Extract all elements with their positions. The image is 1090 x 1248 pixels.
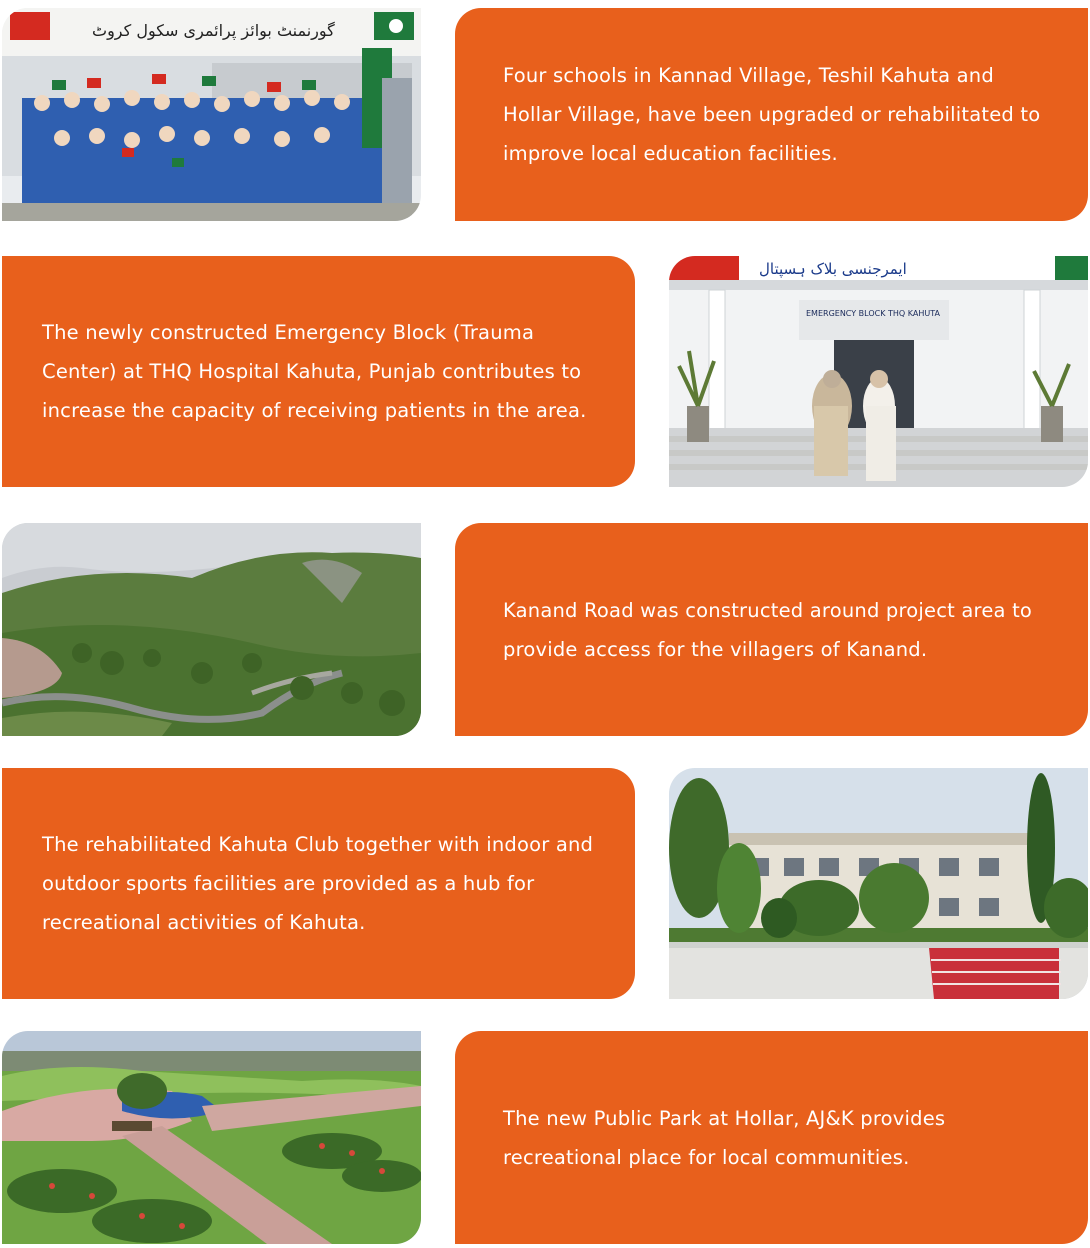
kanand-road-card — [455, 523, 1088, 736]
kanand-road-text: Kanand Road was constructed around project area to provide access for the villagers of Kanand. — [503, 598, 1033, 661]
emergency-block-card — [2, 256, 635, 487]
kanand-road-photo — [2, 523, 421, 736]
public-park-photo — [2, 1031, 421, 1244]
schools-card — [455, 8, 1088, 221]
svg-text:گورنمنٹ بوائز پرائمری سکول کرو: گورنمنٹ بوائز پرائمری سکول کروٹ — [92, 21, 335, 40]
emergency-sign: EMERGENCY BLOCK THQ KAHUTA — [806, 309, 940, 318]
public-park-text: The new Public Park at Hollar, AJ&K provides recreational place for local communities. — [503, 1106, 946, 1169]
kahuta-club-card — [2, 768, 635, 999]
schools-text: Four schools in Kannad Village, Teshil Kahuta and Hollar Village, have been upgraded or rehabilitated to improve local education facilities. — [503, 64, 1041, 165]
emergency-block-photo — [669, 256, 1088, 487]
emergency-block-text: The newly constructed Emergency Block (Trauma Center) at THQ Hospital Kahuta, Punjab contributes to increase the capacity of receiving patients in the area. — [42, 321, 587, 422]
kahuta-club-text: The rehabilitated Kahuta Club together with indoor and outdoor sports facilities are provided as a hub for recreational activities of Kahuta. — [42, 833, 594, 934]
svg-text:ایمرجنسی بلاک ہسپتال: ایمرجنسی بلاک ہسپتال — [759, 260, 907, 278]
school-children-photo — [2, 8, 421, 221]
public-park-card — [455, 1031, 1088, 1244]
kahuta-club-photo — [669, 768, 1088, 999]
